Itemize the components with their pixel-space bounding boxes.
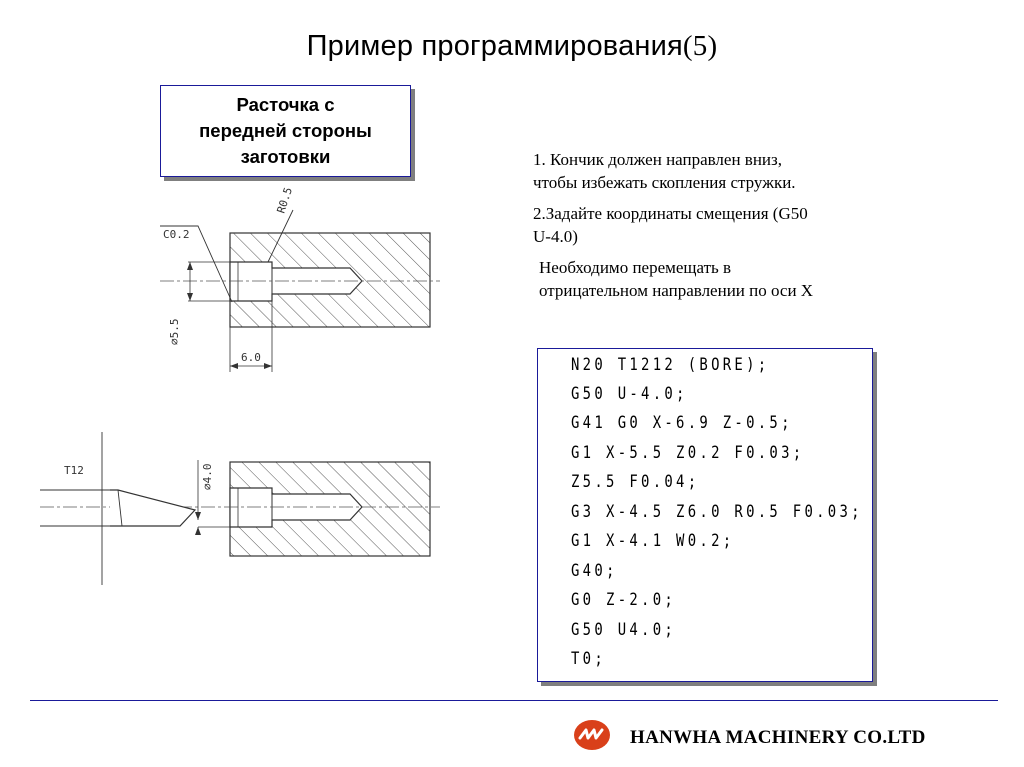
- diameter-label: ⌀5.5: [168, 318, 181, 345]
- radius-label: R0.5: [274, 185, 296, 215]
- page-title-text: Пример программирования: [306, 30, 683, 62]
- page-title-number: (5): [682, 30, 718, 62]
- chamfer-label: C0.2: [163, 228, 190, 241]
- length-label: 6.0: [241, 351, 261, 364]
- footer-divider: [30, 700, 998, 701]
- program-code-box: [537, 348, 873, 682]
- lower-workpiece: [40, 462, 440, 556]
- code-line: G1 X-4.1 W0.2;: [571, 531, 735, 551]
- code-line: G1 X-5.5 Z0.2 F0.03;: [571, 443, 805, 463]
- code-line: G41 G0 X-6.9 Z-0.5;: [571, 413, 793, 433]
- note-3: Необходимо перемещать в отрицательном направлении по оси X: [539, 258, 814, 300]
- code-line: N20 T1212 (BORE);: [571, 355, 770, 375]
- note-1: 1. Кончик должен направлен вниз, чтобы избежать скопления стружки.: [533, 150, 796, 192]
- code-line: G3 X-4.5 Z6.0 R0.5 F0.03;: [571, 502, 863, 522]
- code-line: G40;: [571, 561, 618, 581]
- hanwha-logo-icon: [572, 718, 612, 752]
- company-name: HANWHA MACHINERY CO.LTD: [630, 727, 926, 748]
- boring-tool: [40, 432, 232, 585]
- tool-diameter-label: ⌀4.0: [201, 463, 214, 490]
- code-line: T0;: [571, 649, 607, 669]
- code-line: G50 U4.0;: [571, 620, 677, 640]
- instruction-notes: [533, 148, 933, 310]
- tool-label: T12: [64, 464, 84, 477]
- note-2: 2.Задайте координаты смещения (G50 U-4.0): [533, 204, 808, 246]
- section-label: Расточка с передней стороны заготовки: [199, 94, 372, 167]
- code-line: G0 Z-2.0;: [571, 590, 677, 610]
- code-line: Z5.5 F0.04;: [571, 472, 700, 492]
- upper-workpiece: [160, 233, 440, 327]
- code-line: G50 U-4.0;: [571, 384, 688, 404]
